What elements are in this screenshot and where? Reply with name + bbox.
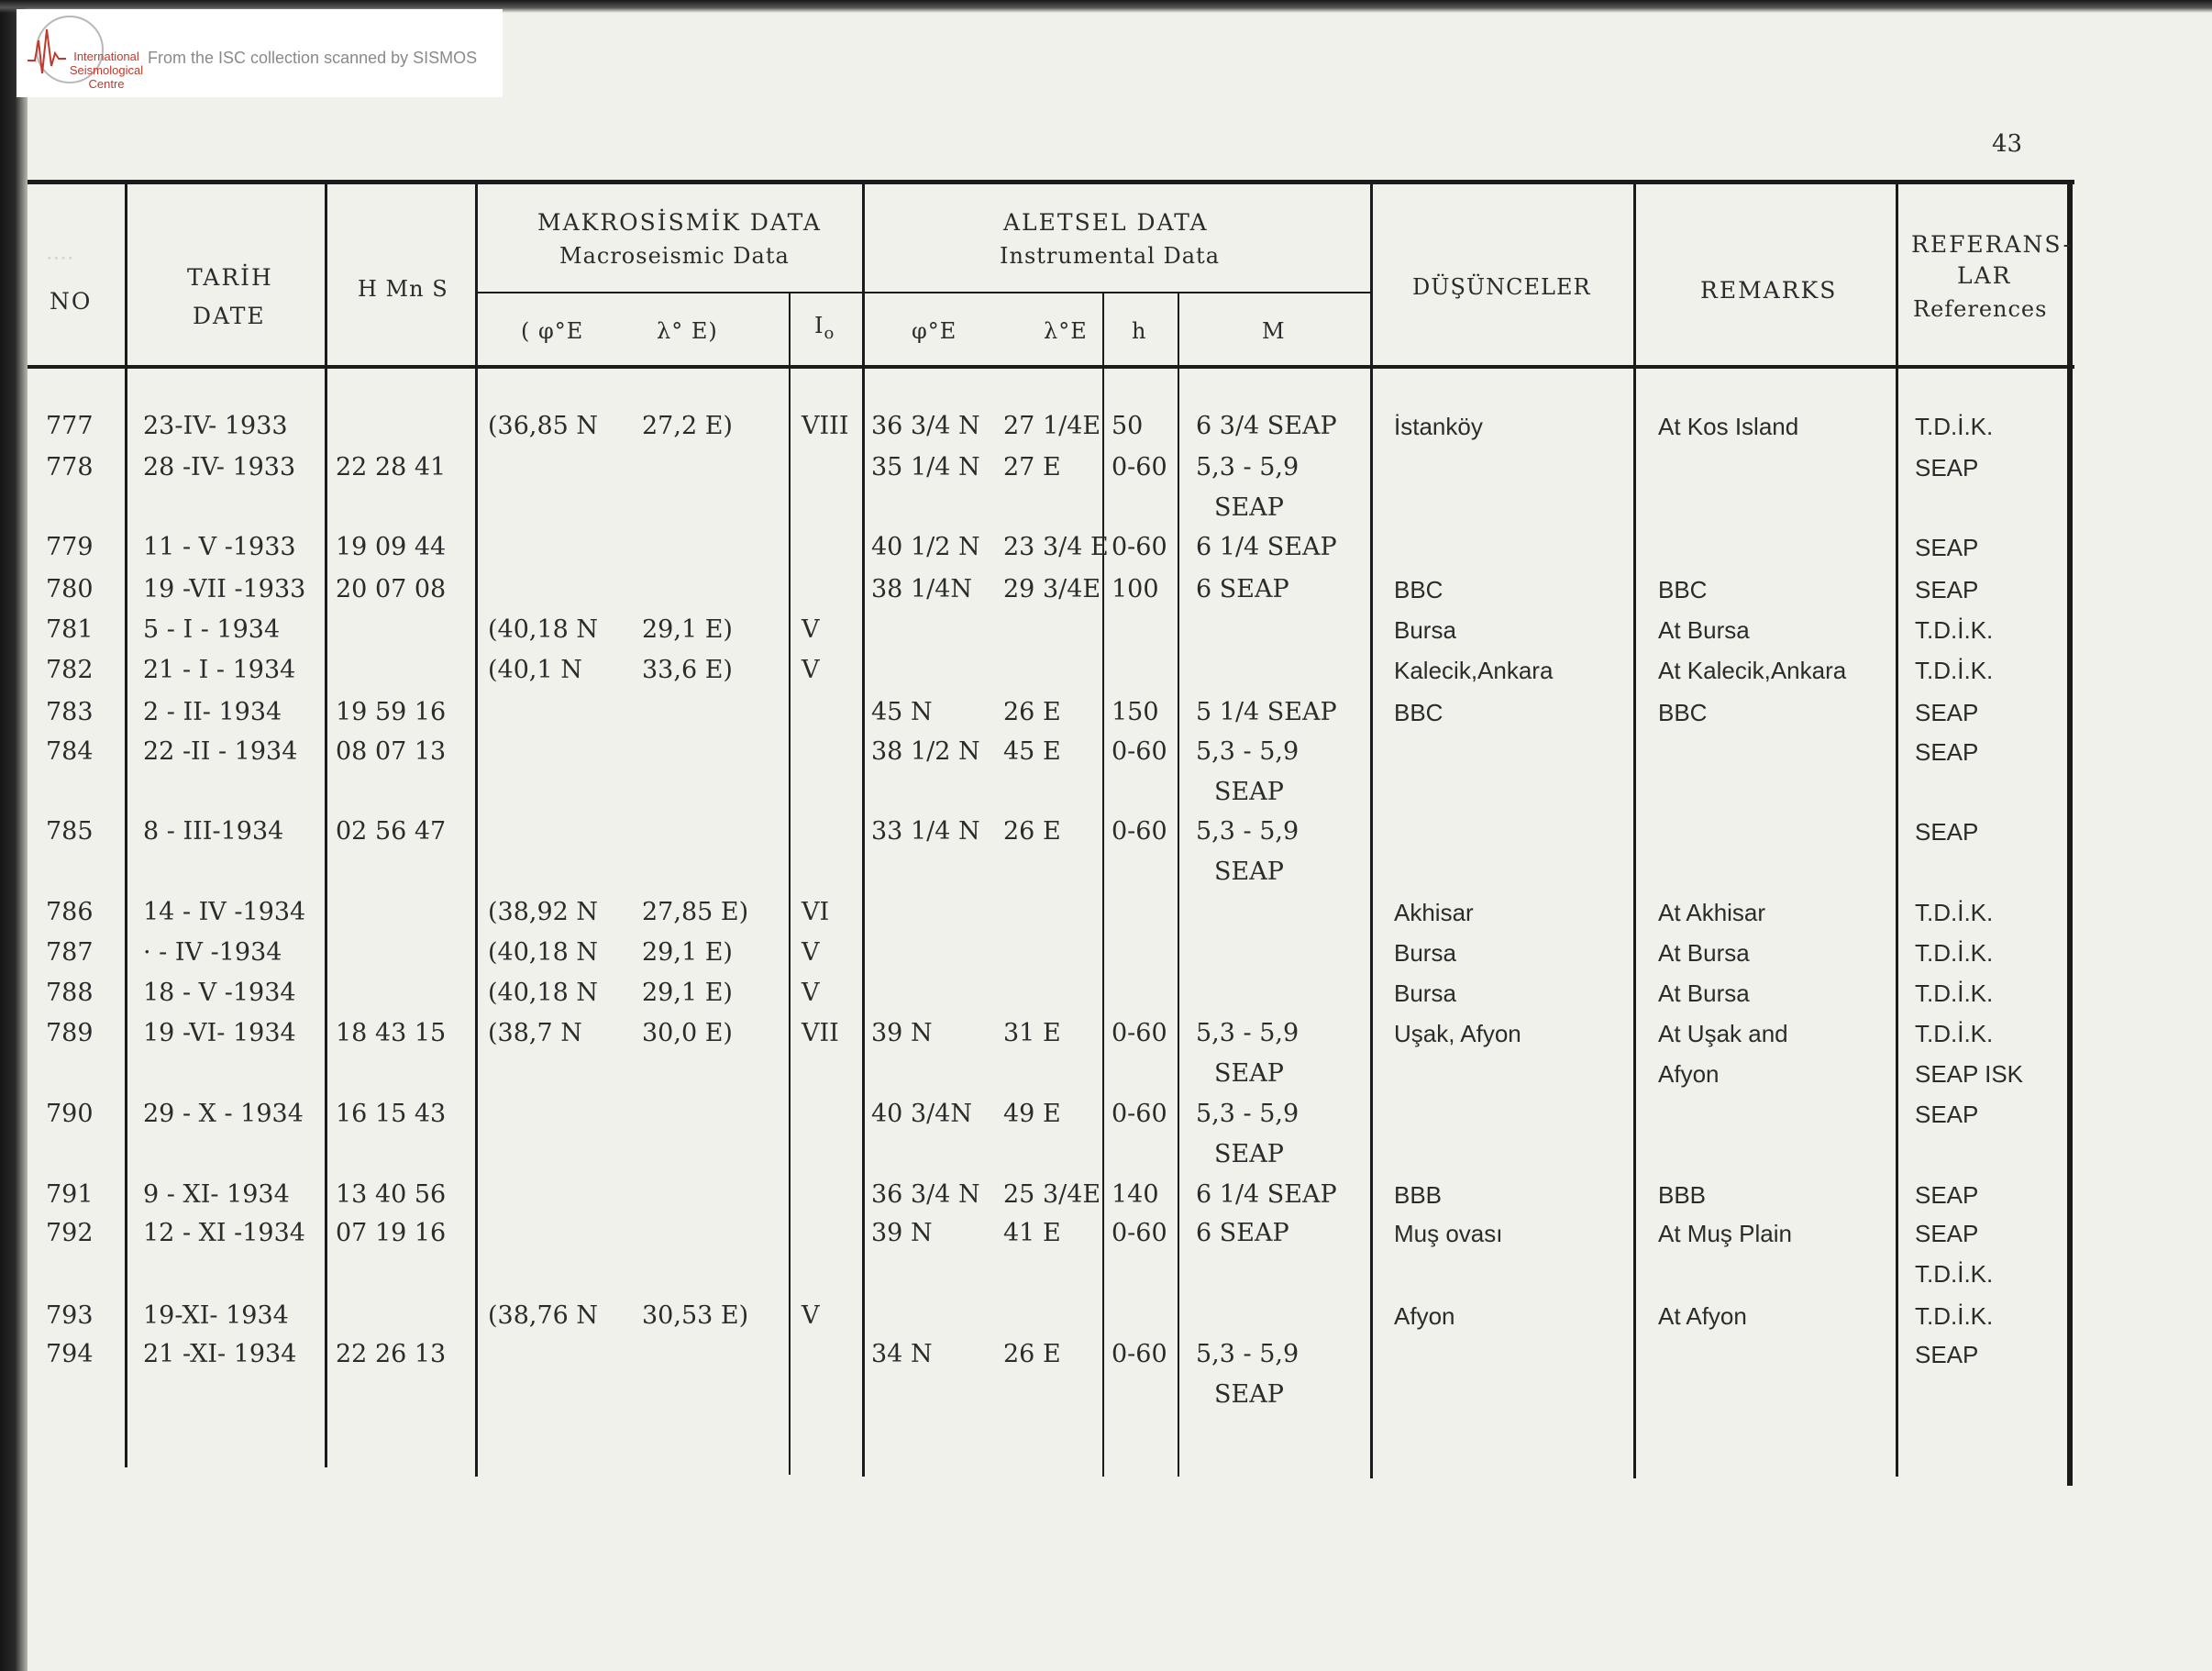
cell-time: 18 43 15	[336, 1019, 447, 1047]
cell-mlat: (40,18 N	[488, 938, 599, 967]
cell-h: 0-60	[1112, 533, 1167, 561]
cell-date: 14 - IV -1934	[143, 898, 306, 926]
top-rule	[28, 180, 2074, 184]
cell-remarks: Afyon	[1658, 1060, 1720, 1088]
cell-remarks: At Kos Island	[1658, 413, 1799, 440]
cell-date: 12 - XI -1934	[143, 1219, 305, 1247]
cell-no: 791	[46, 1180, 94, 1209]
cell-refs: SEAP	[1915, 1181, 1979, 1209]
cell-m: 5,3 - 5,9	[1196, 1340, 1300, 1368]
cell-no: 777	[46, 412, 94, 440]
cell-date: 9 - XI- 1934	[143, 1180, 290, 1209]
cell-refs: T.D.İ.K.	[1915, 1020, 1994, 1047]
cell-m: SEAP	[1214, 858, 1284, 886]
cell-io: VIII	[802, 412, 849, 440]
cell-h: 150	[1112, 698, 1159, 726]
header-refs-1: REFERANS-	[1911, 231, 2073, 258]
cell-time: 20 07 08	[336, 575, 447, 603]
cell-date: 19 -VII -1933	[143, 575, 306, 603]
cell-thoughts: Bursa	[1394, 616, 1456, 644]
header-instr-tr: ALETSEL DATA	[1003, 209, 1209, 236]
cell-ilat: 45 N	[871, 698, 933, 726]
cell-remarks: At Afyon	[1658, 1302, 1747, 1330]
cell-no: 778	[46, 453, 94, 481]
cell-io: VI	[802, 898, 830, 926]
cell-ilon: 45 E	[1003, 737, 1061, 766]
cell-date: 19-XI- 1934	[143, 1301, 289, 1330]
cell-time: 19 59 16	[336, 698, 447, 726]
logo-line-2: Seismological	[69, 63, 144, 77]
cell-date: 2 - II- 1934	[143, 698, 282, 726]
cell-ilat: 38 1/2 N	[871, 737, 980, 766]
cell-io: V	[802, 979, 820, 1007]
cell-no: 787	[46, 938, 94, 967]
isc-logo-text	[56, 50, 157, 91]
cell-remarks: At Akhisar	[1658, 899, 1766, 926]
cell-m: SEAP	[1214, 1140, 1284, 1168]
cell-time: 19 09 44	[336, 533, 447, 561]
cell-h: 50	[1112, 412, 1144, 440]
cell-mlat: (40,18 N	[488, 615, 599, 644]
cell-date: 18 - V -1934	[143, 979, 296, 1007]
cell-h: 100	[1112, 575, 1159, 603]
header-macro-io-letter: I	[814, 313, 824, 338]
header-date-en: DATE	[193, 303, 266, 329]
cell-refs: T.D.İ.K.	[1915, 413, 1994, 440]
watermark-caption: From the ISC collection scanned by SISMOS	[148, 49, 478, 67]
bleed-through-ghost: ····	[46, 246, 74, 271]
cell-ilat: 34 N	[871, 1340, 933, 1368]
cell-ilon: 26 E	[1003, 698, 1061, 726]
cell-mlon: 30,0 E)	[642, 1019, 733, 1047]
cell-refs: SEAP ISK	[1915, 1060, 2024, 1088]
subheader-rule-instr	[862, 292, 1372, 293]
cell-no: 793	[46, 1301, 94, 1330]
cell-no: 785	[46, 817, 94, 846]
cell-m: 5 1/4 SEAP	[1196, 698, 1337, 726]
cell-ilat: 39 N	[871, 1019, 933, 1047]
cell-date: 22 -II - 1934	[143, 737, 298, 766]
cell-h: 0-60	[1112, 453, 1167, 481]
cell-no: 789	[46, 1019, 94, 1047]
header-macro-io	[814, 312, 835, 348]
cell-remarks: BBB	[1658, 1181, 1707, 1209]
cell-thoughts: BBC	[1394, 699, 1443, 726]
cell-time: 08 07 13	[336, 737, 447, 766]
cell-remarks: BBC	[1658, 699, 1708, 726]
cell-refs: T.D.İ.K.	[1915, 939, 1994, 967]
cell-thoughts: BBC	[1394, 576, 1443, 603]
cell-time: 22 28 41	[336, 453, 447, 481]
cell-h: 0-60	[1112, 737, 1167, 766]
page-number: 43	[1992, 130, 2023, 158]
cell-io: V	[802, 615, 820, 644]
cell-h: 0-60	[1112, 1019, 1167, 1047]
cell-date: 5 - I - 1934	[143, 615, 281, 644]
cell-m: 5,3 - 5,9	[1196, 453, 1300, 481]
col-rule-7	[1178, 292, 1179, 1477]
cell-no: 780	[46, 575, 94, 603]
cell-date: 8 - III-1934	[143, 817, 284, 846]
cell-time: 07 19 16	[336, 1219, 447, 1247]
cell-ilon: 23 3/4 E	[1003, 533, 1109, 561]
cell-ilon: 49 E	[1003, 1100, 1061, 1128]
cell-refs: SEAP	[1915, 818, 1979, 846]
cell-ilat: 40 1/2 N	[871, 533, 980, 561]
cell-refs: T.D.İ.K.	[1915, 1260, 1994, 1288]
cell-refs: SEAP	[1915, 534, 1979, 561]
header-instr-en: Instrumental Data	[1000, 243, 1221, 269]
cell-ilat: 33 1/4 N	[871, 817, 980, 846]
cell-thoughts: Muş ovası	[1394, 1220, 1503, 1247]
cell-m: 6 SEAP	[1196, 1219, 1289, 1247]
header-instr-lon: λ°E	[1044, 318, 1088, 344]
header-instr-m: M	[1262, 318, 1286, 344]
cell-mlon: 29,1 E)	[642, 615, 733, 644]
cell-date: · - IV -1934	[143, 938, 282, 967]
cell-refs: T.D.İ.K.	[1915, 1302, 1994, 1330]
header-macro-en: Macroseismic Data	[559, 243, 790, 269]
header-macro-io-sub: o	[824, 323, 835, 343]
cell-refs: T.D.İ.K.	[1915, 657, 1994, 684]
cell-refs: T.D.İ.K.	[1915, 979, 1994, 1007]
cell-remarks: At Muş Plain	[1658, 1220, 1792, 1247]
cell-mlat: (38,76 N	[488, 1301, 599, 1330]
cell-m: 5,3 - 5,9	[1196, 1100, 1300, 1128]
cell-thoughts: Afyon	[1394, 1302, 1455, 1330]
cell-no: 790	[46, 1100, 94, 1128]
cell-thoughts: Akhisar	[1394, 899, 1474, 926]
cell-date: 23-IV- 1933	[143, 412, 288, 440]
header-macro-tr: MAKROSİSMİK DATA	[537, 209, 822, 236]
col-rule-3	[475, 183, 478, 1477]
cell-refs: SEAP	[1915, 1341, 1979, 1368]
cell-m: 5,3 - 5,9	[1196, 817, 1300, 846]
cell-time: 16 15 43	[336, 1100, 447, 1128]
cell-m: 6 1/4 SEAP	[1196, 533, 1337, 561]
book-binding-shadow	[0, 0, 28, 1671]
cell-ilon: 26 E	[1003, 817, 1061, 846]
cell-m: SEAP	[1214, 493, 1284, 522]
cell-m: 5,3 - 5,9	[1196, 1019, 1300, 1047]
cell-thoughts: Uşak, Afyon	[1394, 1020, 1521, 1047]
cell-time: 02 56 47	[336, 817, 447, 846]
cell-ilon: 25 3/4E	[1003, 1180, 1101, 1209]
cell-thoughts: BBB	[1394, 1181, 1443, 1209]
cell-mlon: 27,2 E)	[642, 412, 733, 440]
cell-mlon: 29,1 E)	[642, 938, 733, 967]
col-rule-2	[325, 183, 327, 1467]
cell-time: 13 40 56	[336, 1180, 447, 1209]
col-rule-6	[1102, 292, 1104, 1477]
cell-remarks: At Bursa	[1658, 979, 1750, 1007]
cell-mlat: (40,1 N	[488, 656, 582, 684]
cell-no: 783	[46, 698, 94, 726]
cell-no: 782	[46, 656, 94, 684]
cell-ilon: 31 E	[1003, 1019, 1061, 1047]
header-time: H Mn S	[358, 276, 448, 302]
cell-m: SEAP	[1214, 778, 1284, 806]
cell-h: 0-60	[1112, 1100, 1167, 1128]
cell-mlat: (40,18 N	[488, 979, 599, 1007]
cell-ilat: 36 3/4 N	[871, 1180, 980, 1209]
subheader-rule-macro	[475, 292, 862, 293]
cell-m: 6 3/4 SEAP	[1196, 412, 1337, 440]
header-macro-lat: ( φ°E	[521, 318, 584, 344]
header-no: NO	[50, 288, 93, 315]
cell-mlon: 33,6 E)	[642, 656, 733, 684]
cell-mlon: 30,53 E)	[642, 1301, 749, 1330]
cell-date: 21 -XI- 1934	[143, 1340, 297, 1368]
cell-refs: SEAP	[1915, 738, 1979, 766]
cell-ilon: 27 1/4E	[1003, 412, 1101, 440]
header-thoughts: DÜŞÜNCELER	[1412, 274, 1591, 300]
col-rule-9	[1633, 183, 1636, 1478]
cell-date: 21 - I - 1934	[143, 656, 296, 684]
cell-thoughts: Kalecik,Ankara	[1394, 657, 1554, 684]
cell-thoughts: Bursa	[1394, 939, 1456, 967]
col-rule-1	[125, 183, 127, 1467]
cell-m: 6 SEAP	[1196, 575, 1289, 603]
cell-refs: SEAP	[1915, 454, 1979, 481]
logo-line-3: Centre	[88, 77, 125, 91]
cell-ilon: 29 3/4E	[1003, 575, 1101, 603]
cell-remarks: At Bursa	[1658, 939, 1750, 967]
cell-ilat: 39 N	[871, 1219, 933, 1247]
cell-ilat: 38 1/4N	[871, 575, 973, 603]
col-rule-10	[1896, 183, 1898, 1477]
cell-mlat: (36,85 N	[488, 412, 599, 440]
cell-date: 28 -IV- 1933	[143, 453, 296, 481]
cell-refs: T.D.İ.K.	[1915, 616, 1994, 644]
cell-io: V	[802, 656, 820, 684]
cell-ilat: 35 1/4 N	[871, 453, 980, 481]
cell-time: 22 26 13	[336, 1340, 447, 1368]
col-rule-right	[2067, 183, 2073, 1486]
cell-ilon: 41 E	[1003, 1219, 1061, 1247]
cell-thoughts: İstanköy	[1394, 413, 1483, 440]
cell-ilat: 36 3/4 N	[871, 412, 980, 440]
cell-no: 786	[46, 898, 94, 926]
cell-remarks: At Uşak and	[1658, 1020, 1788, 1047]
header-macro-lon: λ° E)	[657, 318, 718, 344]
cell-no: 781	[46, 615, 94, 644]
cell-no: 794	[46, 1340, 94, 1368]
header-instr-lat: φ°E	[912, 318, 957, 344]
header-remarks: REMARKS	[1700, 277, 1838, 304]
cell-date: 11 - V -1933	[143, 533, 296, 561]
cell-m: SEAP	[1214, 1380, 1284, 1409]
header-instr-h: h	[1132, 318, 1147, 344]
cell-date: 19 -VI- 1934	[143, 1019, 296, 1047]
col-rule-5	[862, 183, 865, 1477]
cell-h: 140	[1112, 1180, 1159, 1209]
cell-mlon: 29,1 E)	[642, 979, 733, 1007]
header-date-tr: TARİH	[187, 264, 273, 291]
cell-h: 0-60	[1112, 1219, 1167, 1247]
cell-date: 29 - X - 1934	[143, 1100, 304, 1128]
cell-mlon: 27,85 E)	[642, 898, 749, 926]
cell-refs: T.D.İ.K.	[1915, 899, 1994, 926]
cell-thoughts: Bursa	[1394, 979, 1456, 1007]
cell-no: 792	[46, 1219, 94, 1247]
cell-no: 779	[46, 533, 94, 561]
cell-remarks: BBC	[1658, 576, 1708, 603]
header-refs-2: LAR	[1957, 262, 2012, 289]
cell-io: V	[802, 938, 820, 967]
cell-refs: SEAP	[1915, 699, 1979, 726]
cell-io: V	[802, 1301, 820, 1330]
header-bottom-rule	[28, 365, 2074, 369]
cell-no: 784	[46, 737, 94, 766]
cell-refs: SEAP	[1915, 1101, 1979, 1128]
isc-watermark	[17, 9, 503, 97]
col-rule-8	[1370, 183, 1373, 1478]
cell-h: 0-60	[1112, 1340, 1167, 1368]
cell-m: 6 1/4 SEAP	[1196, 1180, 1337, 1209]
cell-mlat: (38,7 N	[488, 1019, 582, 1047]
cell-refs: SEAP	[1915, 1220, 1979, 1247]
cell-remarks: At Bursa	[1658, 616, 1750, 644]
cell-refs: SEAP	[1915, 576, 1979, 603]
col-rule-4	[789, 292, 791, 1475]
cell-m: SEAP	[1214, 1059, 1284, 1088]
cell-h: 0-60	[1112, 817, 1167, 846]
logo-line-1: International	[73, 50, 139, 63]
header-refs-3: References	[1913, 296, 2048, 322]
cell-mlat: (38,92 N	[488, 898, 599, 926]
cell-m: 5,3 - 5,9	[1196, 737, 1300, 766]
cell-ilon: 26 E	[1003, 1340, 1061, 1368]
cell-io: VII	[802, 1019, 839, 1047]
cell-ilon: 27 E	[1003, 453, 1061, 481]
cell-ilat: 40 3/4N	[871, 1100, 973, 1128]
cell-no: 788	[46, 979, 94, 1007]
cell-remarks: At Kalecik,Ankara	[1658, 657, 1847, 684]
